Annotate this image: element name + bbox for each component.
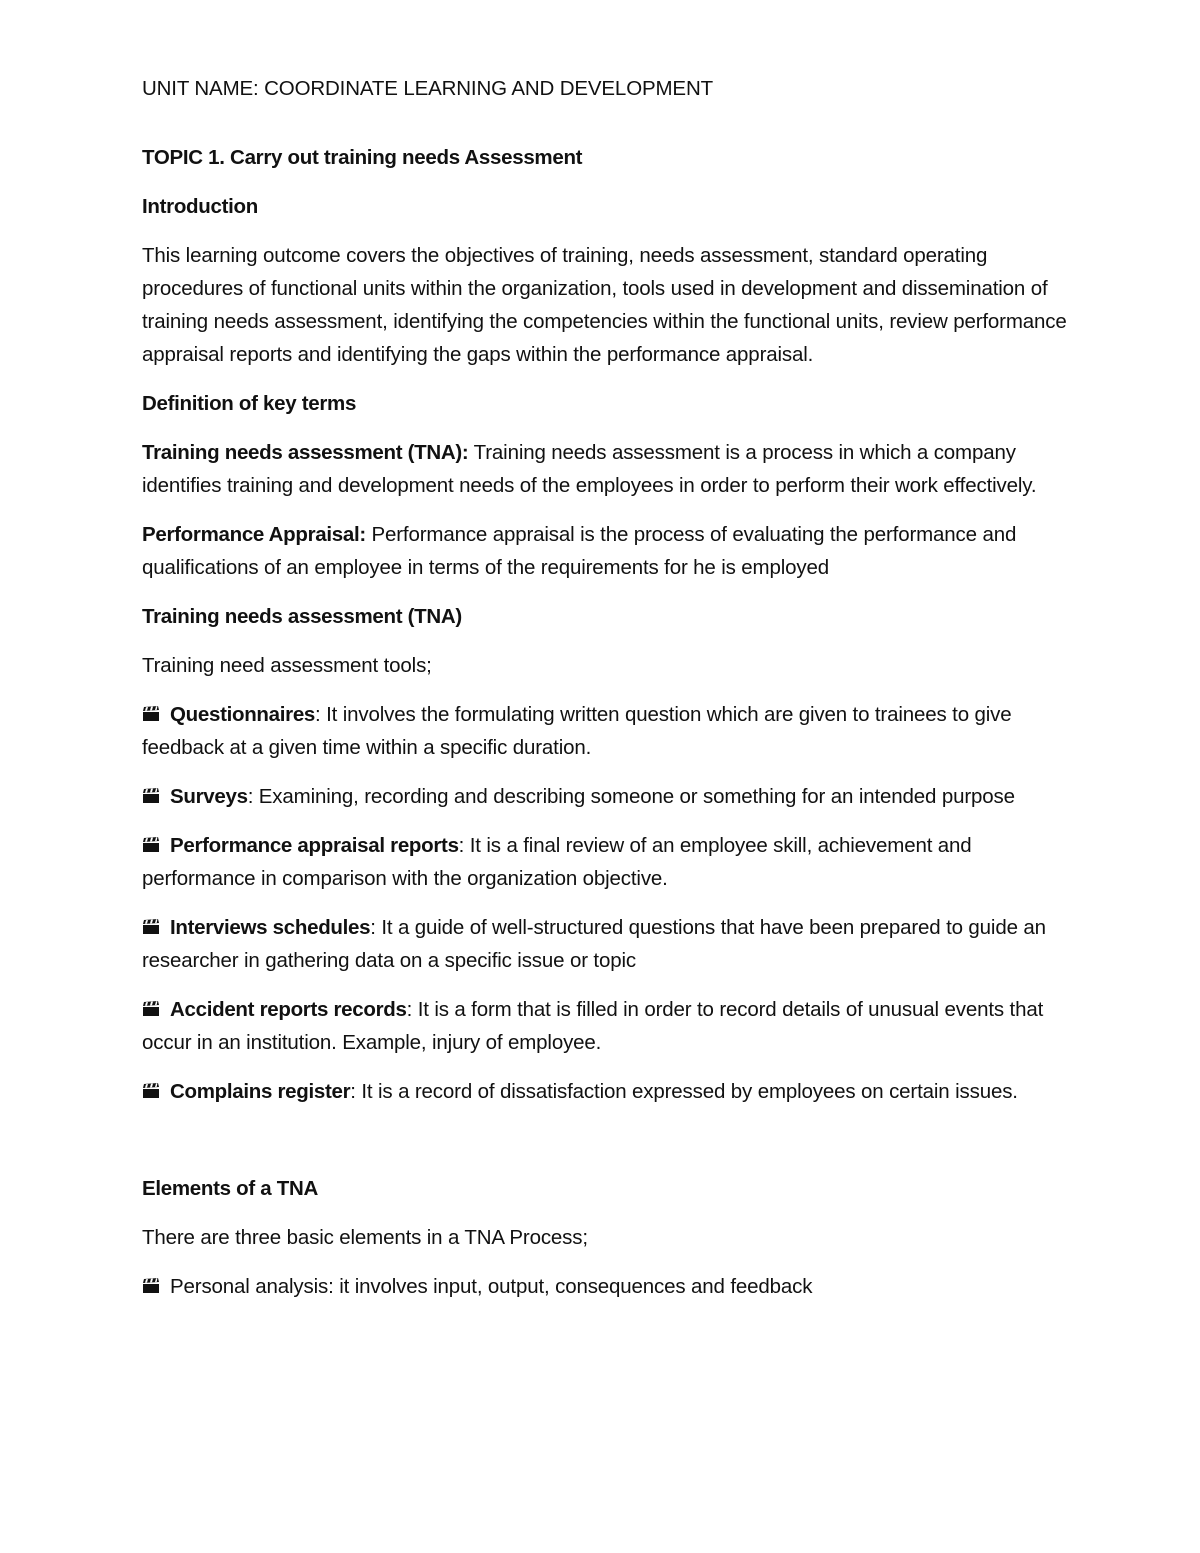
tool-text: : It a guide of well-structured questions that have been prepared to guide an researcher in gathering data on a specific issue or topic — [142, 916, 1046, 972]
definition-performance-appraisal — [142, 518, 1067, 584]
definition-text: Training needs assessment is a process in which a company identifies training and development needs of the employees in order to perform their work effectively. — [142, 441, 1037, 497]
clapperboard-icon — [142, 1278, 160, 1294]
tools-intro: Training need assessment tools; — [142, 654, 432, 677]
tool-term: Accident reports records — [170, 998, 407, 1021]
elements-intro: There are three basic elements in a TNA Process; — [142, 1226, 588, 1249]
list-item — [142, 829, 1067, 895]
list-item — [142, 1075, 1067, 1108]
topic-title: TOPIC 1. Carry out training needs Assessment — [142, 146, 583, 169]
tool-text: : Examining, recording and describing someone or something for an intended purpose — [247, 785, 1015, 808]
introduction-heading: Introduction — [142, 195, 258, 218]
tna-heading: Training needs assessment (TNA) — [142, 605, 462, 628]
list-item — [142, 780, 1067, 813]
tool-term: Complains register — [170, 1080, 351, 1103]
clapperboard-icon — [142, 788, 160, 804]
definition-tna — [142, 436, 1067, 502]
list-item — [142, 698, 1067, 764]
introduction-text: This learning outcome covers the objectives of training, needs assessment, standard operating procedures of functional units within the organization, tools used in development and dissemination of training needs assessment, identifying the competencies within the functional units, review performance appraisal reports and identifying the gaps within the performance appraisal. — [142, 244, 1067, 366]
tool-text: : It is a form that is filled in order to record details of unusual events that occur in an institution. Example, injury of employee. — [142, 998, 1044, 1054]
elements-heading: Elements of a TNA — [142, 1177, 319, 1200]
definitions-heading: Definition of key terms — [142, 392, 357, 415]
list-item — [142, 1270, 1067, 1303]
clapperboard-icon — [142, 706, 160, 722]
tool-text: : It is a final review of an employee skill, achievement and performance in comparison with the organization objective. — [142, 834, 972, 890]
clapperboard-icon — [142, 837, 160, 853]
clapperboard-icon — [142, 1001, 160, 1017]
tool-text: : It is a record of dissatisfaction expressed by employees on certain issues. — [350, 1080, 1018, 1103]
definition-term: Training needs assessment (TNA): — [142, 441, 469, 464]
tool-term: Interviews schedules — [170, 916, 371, 939]
tool-text: : It involves the formulating written question which are given to trainees to give feedback at a given time within a specific duration. — [142, 703, 1012, 759]
document-page — [142, 72, 1067, 1319]
definition-term: Performance Appraisal: — [142, 523, 366, 546]
element-text: Personal analysis: it involves input, output, consequences and feedback — [170, 1275, 813, 1298]
tool-term: Questionnaires — [170, 703, 316, 726]
tool-term: Surveys — [170, 785, 248, 808]
definition-text: Performance appraisal is the process of evaluating the performance and qualifications of an employee in terms of the requirements for he is employed — [142, 523, 1017, 579]
unit-name: UNIT NAME: COORDINATE LEARNING AND DEVELOPMENT — [142, 77, 713, 100]
clapperboard-icon — [142, 1083, 160, 1099]
clapperboard-icon — [142, 919, 160, 935]
list-item — [142, 911, 1067, 977]
list-item — [142, 993, 1067, 1059]
tool-term: Performance appraisal reports — [170, 834, 459, 857]
